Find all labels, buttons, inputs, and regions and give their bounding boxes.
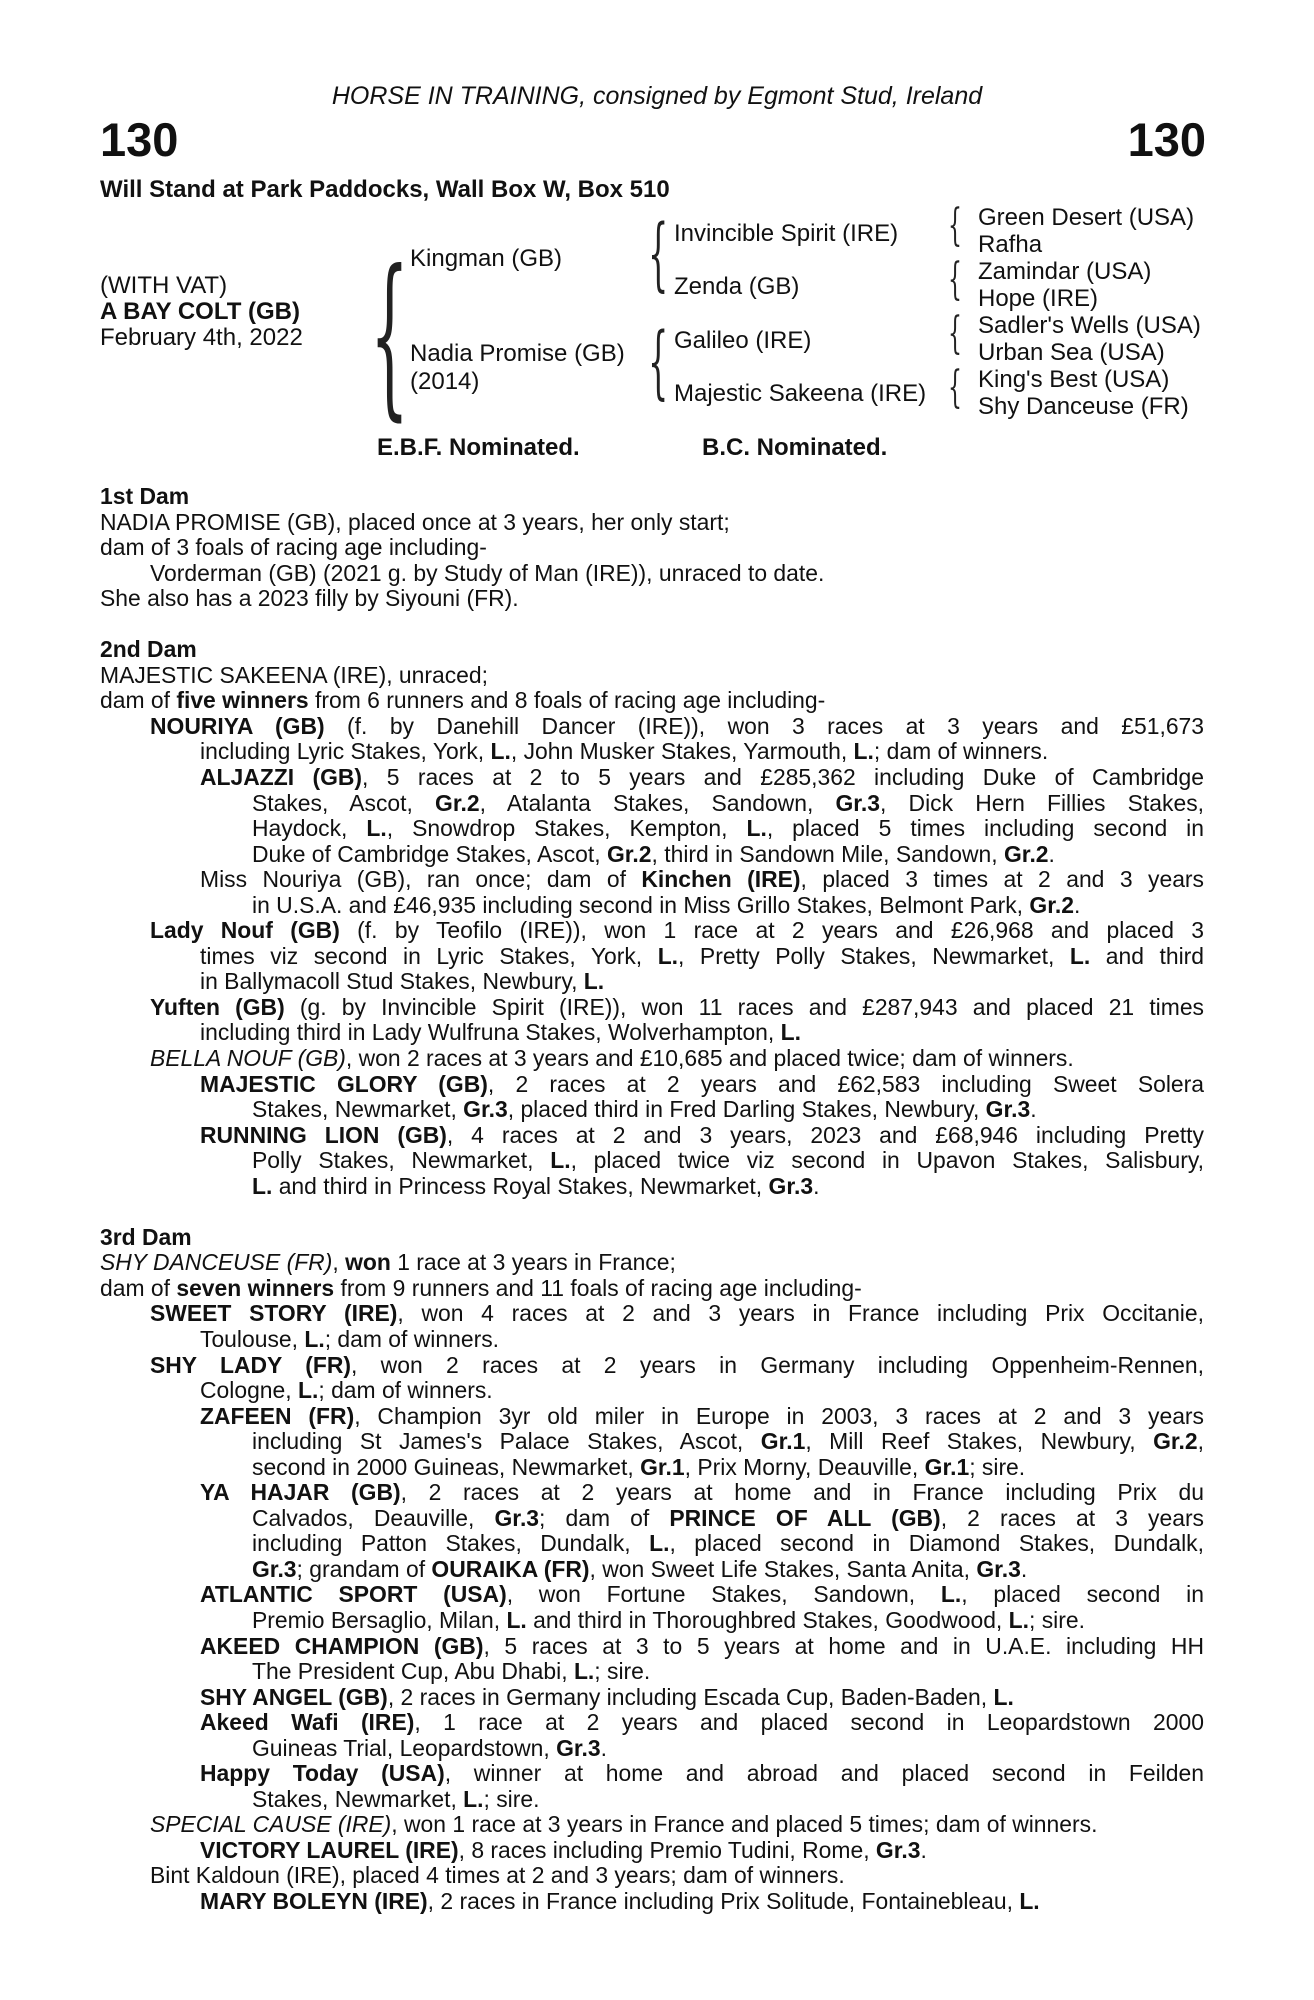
lot-number-right: 130	[1127, 113, 1206, 166]
produce-record: AKEED CHAMPION (GB), 5 races at 3 to 5 years at home and in U.A.E. including HH	[200, 1632, 1204, 1659]
sire-dam: Zenda (GB)	[674, 273, 800, 300]
produce-record: Cologne, L.; dam of winners.	[200, 1377, 493, 1404]
produce-record: YA HAJAR (GB), 2 races at 2 years at home and in France including Prix du	[200, 1479, 1204, 1506]
produce-record: Premio Bersaglio, Milan, L. and third in Thoroughbred Stakes, Goodwood, L.; sire.	[252, 1606, 1085, 1633]
produce-record: ATLANTIC SPORT (USA), won Fortune Stakes, Sandown, L., placed second in	[200, 1581, 1204, 1608]
produce-record: times viz second in Lyric Stakes, York, L., Pretty Polly Stakes, Newmarket, L. and third	[200, 942, 1205, 969]
produce-record: Calvados, Deauville, Gr.3; dam of PRINCE OF ALL (GB), 2 races at 3 years	[252, 1504, 1205, 1531]
gg-6: Urban Sea (USA)	[978, 339, 1165, 366]
first-dam-heading: 1st Dam	[100, 483, 190, 509]
produce-record: BELLA NOUF (GB), won 2 races at 3 years and £10,685 and placed twice; dam of winners.	[150, 1044, 1074, 1071]
brace-main: {	[370, 234, 409, 437]
produce-record: Lady Nouf (GB) (f. by Teofilo (IRE)), won 1 race at 2 years and £26,968 and placed 3	[150, 917, 1204, 944]
sire: Kingman (GB)	[410, 245, 563, 272]
third-dam-heading: 3rd Dam	[100, 1223, 192, 1250]
third-dam-line: SHY DANCEUSE (FR), won 1 race at 3 years in France;	[100, 1249, 676, 1276]
produce-record: Yuften (GB) (g. by Invincible Spirit (IRE)), won 11 races and £287,943 and placed 21 times	[150, 993, 1205, 1020]
subject-name: A BAY COLT (GB)	[100, 298, 301, 325]
bc-nomination: B.C. Nominated.	[702, 434, 888, 461]
first-dam-line: NADIA PROMISE (GB), placed once at 3 years, her only start;	[100, 508, 730, 535]
produce-record: Polly Stakes, Newmarket, L., placed twice viz second in Upavon Stakes, Salisbury,	[252, 1147, 1204, 1174]
gg-8: Shy Danceuse (FR)	[978, 393, 1189, 420]
produce-record: second in 2000 Guineas, Newmarket, Gr.1, Prix Morny, Deauville, Gr.1; sire.	[252, 1453, 1026, 1480]
produce-record: Stakes, Newmarket, Gr.3, placed third in Fred Darling Stakes, Newbury, Gr.3.	[252, 1096, 1037, 1123]
produce-record: SHY LADY (FR), won 2 races at 2 years in Germany including Oppenheim-Rennen,	[150, 1351, 1205, 1378]
sire-sire: Invincible Spirit (IRE)	[674, 220, 899, 247]
produce-record: Bint Kaldoun (IRE), placed 4 times at 2 and 3 years; dam of winners.	[150, 1862, 845, 1889]
vat-label: (WITH VAT)	[100, 272, 228, 299]
produce-record: Stakes, Newmarket, L.; sire.	[252, 1785, 540, 1812]
second-dam-line: MAJESTIC SAKEENA (IRE), unraced;	[100, 661, 488, 688]
produce-record: NOURIYA (GB) (f. by Danehill Dancer (IRE)), won 3 races at 3 years and £51,673	[150, 712, 1205, 739]
dam: Nadia Promise (GB)	[410, 340, 625, 367]
catalogue-text	[0, 484, 1314, 1915]
stand-location: Will Stand at Park Paddocks, Wall Box W, Box 510	[100, 176, 670, 203]
produce-record: The President Cup, Abu Dhabi, L.; sire.	[252, 1658, 651, 1685]
produce-record: MAJESTIC GLORY (GB), 2 races at 2 years and £62,583 including Sweet Solera	[200, 1070, 1204, 1097]
brace-g78: {	[948, 362, 962, 413]
ebf-nomination: E.B.F. Nominated.	[377, 434, 580, 461]
first-dam-line: She also has a 2023 filly by Siyouni (FR).	[100, 585, 519, 612]
brace-g56: {	[948, 308, 962, 359]
dam-dam: Majestic Sakeena (IRE)	[674, 380, 927, 407]
produce-record: Toulouse, L.; dam of winners.	[200, 1325, 499, 1352]
dam-sire: Galileo (IRE)	[674, 327, 812, 354]
brace-g12: {	[948, 200, 962, 251]
produce-record: including Patton Stakes, Dundalk, L., placed second in Diamond Stakes, Dundalk,	[252, 1530, 1204, 1557]
gg-1: Green Desert (USA)	[978, 204, 1195, 231]
produce-record: Haydock, L., Snowdrop Stakes, Kempton, L., placed 5 times including second in	[252, 815, 1204, 842]
subject-foaled: February 4th, 2022	[100, 324, 303, 351]
produce-record: SPECIAL CAUSE (IRE), won 1 race at 3 years in France and placed 5 times; dam of winners.	[150, 1811, 1098, 1838]
second-dam-line: dam of five winners from 6 runners and 8 foals of racing age including-	[100, 687, 826, 714]
brace-g34: {	[948, 254, 962, 305]
produce-record: including third in Lady Wulfruna Stakes, Wolverhampton, L.	[200, 1019, 801, 1046]
lot-number-left: 130	[100, 113, 179, 166]
third-dam-line: dam of seven winners from 9 runners and 11 foals of racing age including-	[100, 1274, 862, 1301]
gg-7: King's Best (USA)	[978, 366, 1170, 393]
second-dam-heading: 2nd Dam	[100, 636, 197, 663]
produce-record: Happy Today (USA), winner at home and abroad and placed second in Feilden	[200, 1760, 1205, 1787]
first-dam-produce: Vorderman (GB) (2021 g. by Study of Man (IRE)), unraced to date.	[150, 559, 825, 586]
produce-record: Stakes, Ascot, Gr.2, Atalanta Stakes, Sandown, Gr.3, Dick Hern Fillies Stakes,	[252, 789, 1204, 816]
produce-record: including Lyric Stakes, York, L., John Musker Stakes, Yarmouth, L.; dam of winners.	[200, 738, 1049, 765]
first-dam-line: dam of 3 foals of racing age including-	[100, 534, 487, 561]
produce-record: MARY BOLEYN (IRE), 2 races in France including Prix Solitude, Fontainebleau, L.	[200, 1887, 1040, 1914]
consignment-line: HORSE IN TRAINING, consigned by Egmont Stud, Ireland	[331, 82, 983, 110]
brace-sire: {	[648, 207, 669, 300]
produce-record: including St James's Palace Stakes, Ascot, Gr.1, Mill Reef Stakes, Newbury, Gr.2,	[252, 1428, 1204, 1455]
produce-record: Duke of Cambridge Stakes, Ascot, Gr.2, third in Sandown Mile, Sandown, Gr.2.	[252, 840, 1055, 867]
produce-record: SHY ANGEL (GB), 2 races in Germany including Escada Cup, Baden-Baden, L.	[200, 1683, 1014, 1710]
produce-record: in Ballymacoll Stud Stakes, Newbury, L.	[200, 968, 605, 995]
produce-record: ZAFEEN (FR), Champion 3yr old miler in Europe in 2003, 3 races at 2 and 3 years	[200, 1402, 1205, 1429]
produce-record: Akeed Wafi (IRE), 1 race at 2 years and placed second in Leopardstown 2000	[200, 1709, 1204, 1736]
produce-record: Miss Nouriya (GB), ran once; dam of Kinchen (IRE), placed 3 times at 2 and 3 years	[200, 866, 1204, 893]
produce-record: Guineas Trial, Leopardstown, Gr.3.	[252, 1734, 608, 1761]
produce-record: Gr.3; grandam of OURAIKA (FR), won Sweet Life Stakes, Santa Anita, Gr.3.	[252, 1555, 1028, 1582]
dam-year: (2014)	[410, 368, 480, 395]
produce-record: ALJAZZI (GB), 5 races at 2 to 5 years and £285,362 including Duke of Cambridge	[200, 763, 1204, 790]
produce-record: in U.S.A. and £46,935 including second in Miss Grillo Stakes, Belmont Park, Gr.2.	[252, 891, 1081, 918]
gg-3: Zamindar (USA)	[978, 258, 1152, 285]
gg-4: Hope (IRE)	[978, 285, 1099, 312]
gg-5: Sadler's Wells (USA)	[978, 312, 1201, 339]
produce-record: L. and third in Princess Royal Stakes, Newmarket, Gr.3.	[252, 1172, 820, 1199]
brace-dam: {	[648, 315, 669, 408]
produce-record: SWEET STORY (IRE), won 4 races at 2 and 3 years in France including Prix Occitanie,	[150, 1300, 1204, 1327]
produce-record: RUNNING LION (GB), 4 races at 2 and 3 years, 2023 and £68,946 including Pretty	[200, 1121, 1204, 1148]
produce-record: VICTORY LAUREL (IRE), 8 races including Premio Tudini, Rome, Gr.3.	[200, 1836, 927, 1863]
gg-2: Rafha	[978, 231, 1043, 258]
